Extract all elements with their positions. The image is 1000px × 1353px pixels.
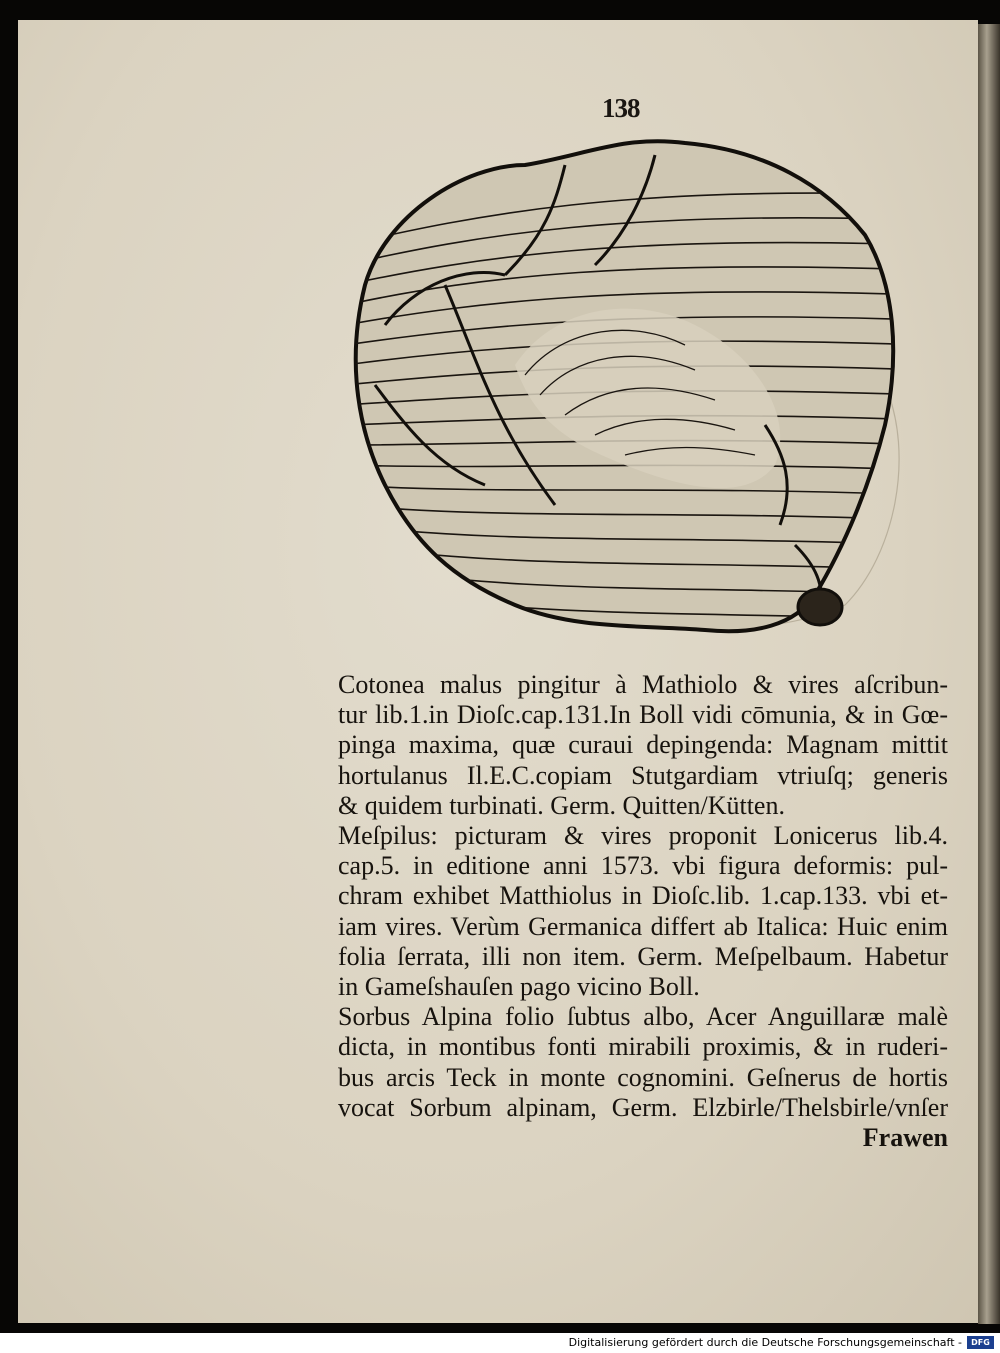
catchword: Frawen [862,1123,948,1153]
quince-woodcut-illustration [325,125,925,645]
text-line: folia ſerrata, illi non item. Germ. Meſpelbaum. Habetur [338,941,948,971]
next-page-edge [978,24,1000,1324]
text-line: chram exhibet Matthiolus in Dioſc.lib. 1.cap.133. vbi et- [338,881,948,911]
text-line: dicta, in montibus fonti mirabili proximis, & in ruderi- [338,1032,948,1062]
body-text [338,670,948,1153]
footer-bar [0,1333,1000,1353]
text-line: cap.5. in editione anni 1573. vbi figura deformis: pul- [338,851,948,881]
text-line: in Gameſshauſen pago vicino Boll. [338,972,700,1002]
text-line: bus arcis Teck in monte cognomini. Geſnerus de hortis [338,1062,948,1092]
funding-notice: Digitalisierung gefördert durch die Deutsche Forschungsgemeinschaft - [568,1336,962,1349]
page-number: 138 [602,93,640,123]
text-line: Sorbus Alpina folio ſubtus albo, Acer Anguillaræ malè [338,1002,948,1032]
text-line: & quidem turbinati. Germ. Quitten/Kütten. [338,790,785,820]
text-line: Meſpilus: picturam & vires proponit Lonicerus lib.4. [338,821,948,851]
text-line: iam vires. Verùm Germanica differt ab Italica: Huic enim [338,911,948,941]
text-line: pinga maxima, quæ curaui depingenda: Magnam mittit [338,730,948,760]
text-line: Cotonea malus pingitur à Mathiolo & vires aſcribun- [338,670,948,699]
text-line: tur lib.1.in Dioſc.cap.131.In Boll vidi cōmunia, & in Gœ- [338,700,948,730]
text-line: hortulanus Il.E.C.copiam Stutgardiam vtriuſq; generis [338,760,948,790]
dfg-logo: DFG [967,1336,994,1349]
text-line: vocat Sorbum alpinam, Germ. Elzbirle/Thelsbirle/vnſer [338,1092,948,1122]
